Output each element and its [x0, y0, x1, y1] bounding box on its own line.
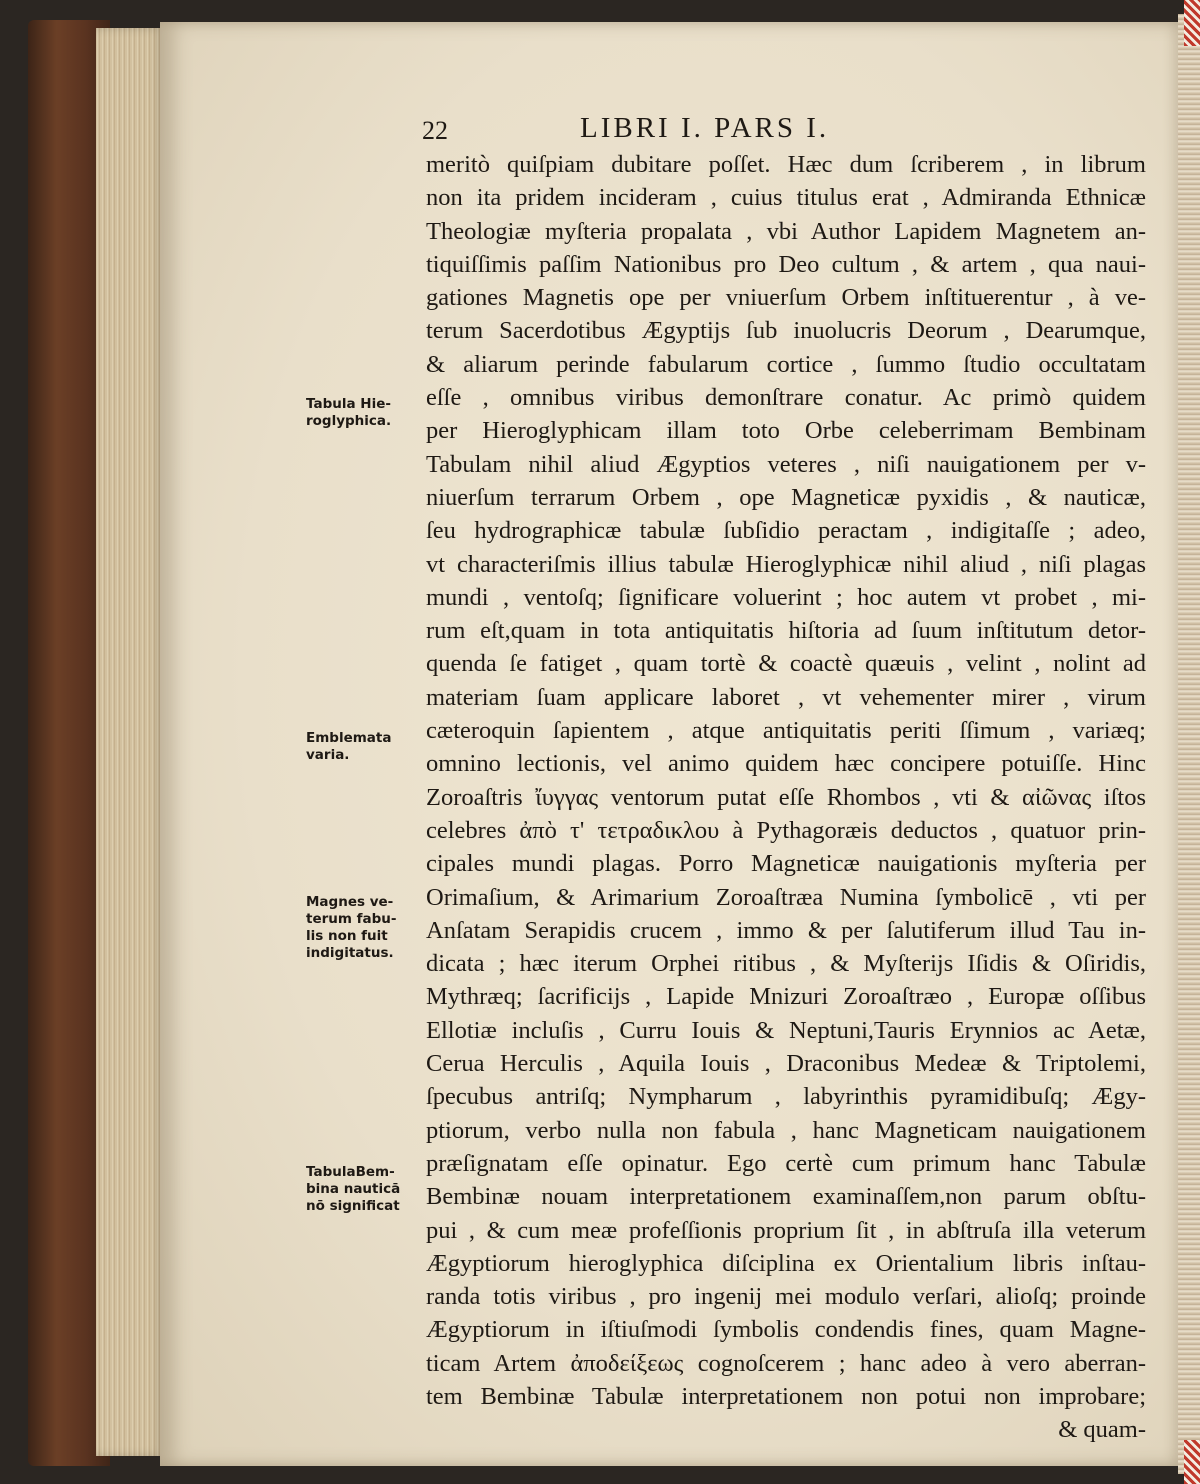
text-line: per Hieroglyphicam illam toto Orbe celeberrimam Bembinam: [426, 417, 1146, 445]
text-line: tiquiſſimis paſſim Nationibus pro Deo cultum , & artem , qua naui-: [426, 250, 1146, 278]
marginal-note-line: lis non fuit: [306, 928, 388, 944]
color-bar-bottom: [1184, 1440, 1200, 1484]
text-line: celebres ἀπὸ τ' τετραδικλου à Pythagoræis deductos , quatuor prin-: [426, 816, 1146, 844]
text-line: & quam-: [1058, 1416, 1146, 1444]
text-line: mundi , ventoſq; ſignificare voluerint ; hoc autem vt probet , mi-: [426, 583, 1146, 611]
text-line: Zoroaſtris ἴυγγας ventorum putat eſſe Rhombos , vti & αἰῶνας iſtos: [426, 783, 1146, 811]
color-bar-top: [1184, 0, 1200, 46]
marginal-note-1: [306, 396, 430, 430]
text-line: Cerua Herculis , Aquila Iouis , Draconibus Medeæ & Triptolemi,: [426, 1050, 1146, 1078]
text-line: dicata ; hæc iterum Orphei ritibus , & Myſterijs Iſidis & Oſiridis,: [426, 950, 1146, 978]
running-head-title: LIBRI I. PARS I.: [580, 112, 830, 144]
text-line: pui , & cum meæ profeſſionis proprium ſit , in abſtruſa illa veterum: [426, 1216, 1146, 1244]
text-line: & aliarum perinde fabularum cortice , ſummo ſtudio occultatam: [426, 350, 1146, 378]
text-line: ſeu hydrographicæ tabulæ ſubſidio peractam , indigitaſſe ; adeo,: [426, 517, 1146, 545]
text-line: ſpecubus antriſq; Nympharum , labyrinthis pyramidibuſq; Ægy-: [426, 1083, 1146, 1111]
marginal-note-3: [306, 894, 430, 962]
text-line: Ægyptiorum in iſtiuſmodi ſymbolis condendis fines, quam Magne-: [426, 1316, 1146, 1344]
text-line: Ægyptiorum hieroglyphica diſciplina ex Orientalium libris inſtau-: [426, 1249, 1146, 1277]
text-line: randa totis viribus , pro ingenij mei modulo verſari, alioſq; proinde: [426, 1283, 1146, 1311]
text-line: gationes Magnetis ope per vniuerſum Orbem inſtituerentur , à ve-: [426, 284, 1146, 312]
marginal-note-line: terum fabu-: [306, 911, 397, 927]
text-line: Tabulam nihil aliud Ægyptios veteres , niſi nauigationem per v-: [426, 450, 1146, 478]
page-leaves-edge: [96, 28, 166, 1456]
text-line: quenda ſe fatiget , quam tortè & coactè quæuis , velint , nolint ad: [426, 650, 1146, 678]
text-line: Anſatam Serapidis crucem , immo & per ſalutiferum illud Tau in-: [426, 916, 1146, 944]
text-line: præſignatam eſſe opinatur. Ego certè cum primum hanc Tabulæ: [426, 1149, 1146, 1177]
marginal-note-4: [306, 1164, 430, 1215]
text-line: rum eſt,quam in tota antiquitatis hiſtoria ad ſuum inſtitutum detor-: [426, 617, 1146, 645]
text-line: Ellotiæ incluſis , Curru Iouis & Neptuni,Tauris Erynnios ac Aetæ,: [426, 1016, 1146, 1044]
marginal-note-line: roglyphica.: [306, 413, 392, 429]
text-line: eſſe , omnibus viribus demonſtrare conatur. Ac primò quidem: [426, 384, 1146, 412]
marginal-note-line: TabulaBem-: [306, 1164, 395, 1180]
text-line: ptiorum, verbo nulla non fabula , hanc Magneticam nauigationem: [426, 1116, 1146, 1144]
marginal-note-2: [306, 730, 430, 764]
text-line: tem Bembinæ Tabulæ interpretationem non potui non improbare;: [426, 1382, 1146, 1410]
text-line: vt characteriſmis illius tabulæ Hieroglyphicæ nihil aliud , niſi plagas: [426, 550, 1146, 578]
marginal-note-line: Emblemata: [306, 730, 392, 746]
running-head: [422, 110, 1142, 150]
marginal-note-line: indigitatus.: [306, 945, 394, 961]
text-line: meritò quiſpiam dubitare poſſet. Hæc dum ſcriberem , in librum: [426, 151, 1146, 178]
text-line: niuerſum terrarum Orbem , ope Magneticæ pyxidis , & nauticæ,: [426, 483, 1146, 511]
text-line: Mythræq; ſacrificijs , Lapide Mnizuri Zoroaſtræo , Europæ oſſibus: [426, 983, 1146, 1011]
text-line: cipales mundi plagas. Porro Magneticæ nauigationis myſteria per: [426, 850, 1146, 878]
text-line: Orimaſium, & Arimarium Zoroaſtræa Numina ſymbolicē , vti per: [426, 883, 1146, 911]
text-line: Theologiæ myſteria propalata , vbi Author Lapidem Magnetem an-: [426, 217, 1146, 245]
text-line: omnino lectionis, vel animo quidem hæc concipere potuiſſe. Hinc: [426, 750, 1146, 778]
body-text: [426, 148, 1146, 1447]
text-line: materiam ſuam applicare laboret , vt vehementer mirer , virum: [426, 683, 1146, 711]
text-line: cæteroquin ſapientem , atque antiquitatis periti ſſimum , variæq;: [426, 717, 1146, 745]
marginal-note-line: varia.: [306, 747, 350, 763]
page-number: 22: [422, 116, 448, 145]
marginal-note-line: Magnes ve-: [306, 894, 394, 910]
marginal-note-line: Tabula Hie-: [306, 396, 391, 412]
text-line: terum Sacerdotibus Ægyptijs ſub inuolucris Deorum , Dearumque,: [426, 317, 1146, 345]
text-line: Bembinæ nouam interpretationem examinaſſem,non parum obſtu-: [426, 1183, 1146, 1211]
marginal-note-line: nō significat: [306, 1198, 400, 1214]
facing-page-edge: [1178, 14, 1200, 1474]
text-line: ticam Artem ἀποδείξεως cognoſcerem ; hanc adeo à vero aberran-: [426, 1349, 1146, 1377]
text-line: non ita pridem incideram , cuius titulus erat , Admiranda Ethnicæ: [426, 184, 1146, 212]
marginal-note-line: bina nauticā: [306, 1181, 401, 1197]
